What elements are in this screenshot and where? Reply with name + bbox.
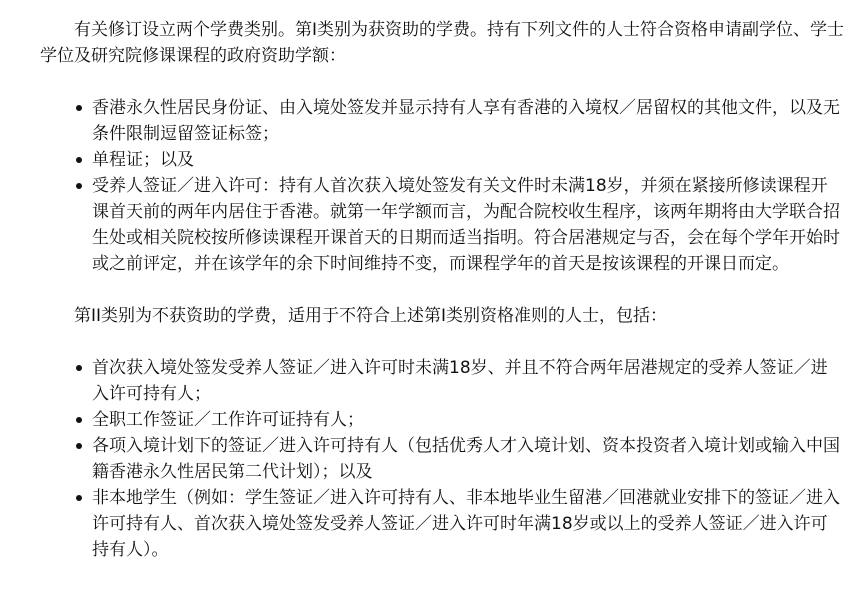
bullet-icon: [76, 495, 82, 501]
list-item: [92, 355, 844, 407]
list-item: [92, 407, 844, 433]
bullet-icon: [76, 157, 82, 163]
category-two-list: [40, 355, 844, 563]
list-item-text: 全职工作签证／工作许可证持有人；: [92, 410, 364, 430]
list-item-text: 受养人签证／进入许可：持有人首次获入境处签发有关文件时未满18岁，并须在紧接所修读课程开课首天前的两年内居住于香港。就第一年学额而言，为配合院校收生程序，该两年期将由大学联合招生处或相关院校按所修读课程开课首天的日期而适当指明。符合居港规定与否，会在每个学年开始时或之前评定，并在该学年的余下时间维持不变，而课程学年的首天是按该课程的开课日而定。: [92, 176, 840, 274]
list-item: [92, 433, 844, 485]
list-item-text: 非本地学生（例如：学生签证／进入许可持有人、非本地毕业生留港／回港就业安排下的签证／进入许可持有人、首次获入境处签发受养人签证／进入许可时年满18岁或以上的受养人签证／进入许可持有人）。: [92, 488, 840, 560]
bullet-icon: [76, 443, 82, 449]
list-item: [92, 147, 844, 173]
list-item-text: 各项入境计划下的签证／进入许可持有人（包括优秀人才入境计划、资本投资者入境计划或输入中国籍香港永久性居民第二代计划）；以及: [92, 436, 840, 482]
list-item-text: 单程证；以及: [92, 150, 194, 170]
list-item: [92, 95, 844, 147]
category-one-intro: 有关修订设立两个学费类别。第I类别为获资助的学费。持有下列文件的人士符合资格申请副学位、学士学位及研究院修课课程的政府资助学额：: [40, 20, 845, 66]
paragraph-spacer: [40, 329, 844, 355]
list-item: [92, 173, 844, 277]
list-item-text: 首次获入境处签发受养人签证／进入许可时未满18岁、并且不符合两年居港规定的受养人签证／进入许可持有人；: [92, 358, 828, 404]
bullet-icon: [76, 183, 82, 189]
list-item: [92, 485, 844, 563]
bullet-icon: [76, 417, 82, 423]
category-one-list: [40, 95, 844, 277]
list-item-text: 香港永久性居民身份证、由入境处签发并显示持有人享有香港的入境权／居留权的其他文件，以及无条件限制逗留签证标签；: [92, 98, 840, 144]
bullet-icon: [76, 105, 82, 111]
category-two-intro: 第II类别为不获资助的学费，适用于不符合上述第I类别资格准则的人士，包括：: [74, 306, 668, 326]
bullet-icon: [76, 365, 82, 371]
paragraph-spacer: [40, 277, 844, 303]
paragraph-spacer: [40, 69, 844, 95]
